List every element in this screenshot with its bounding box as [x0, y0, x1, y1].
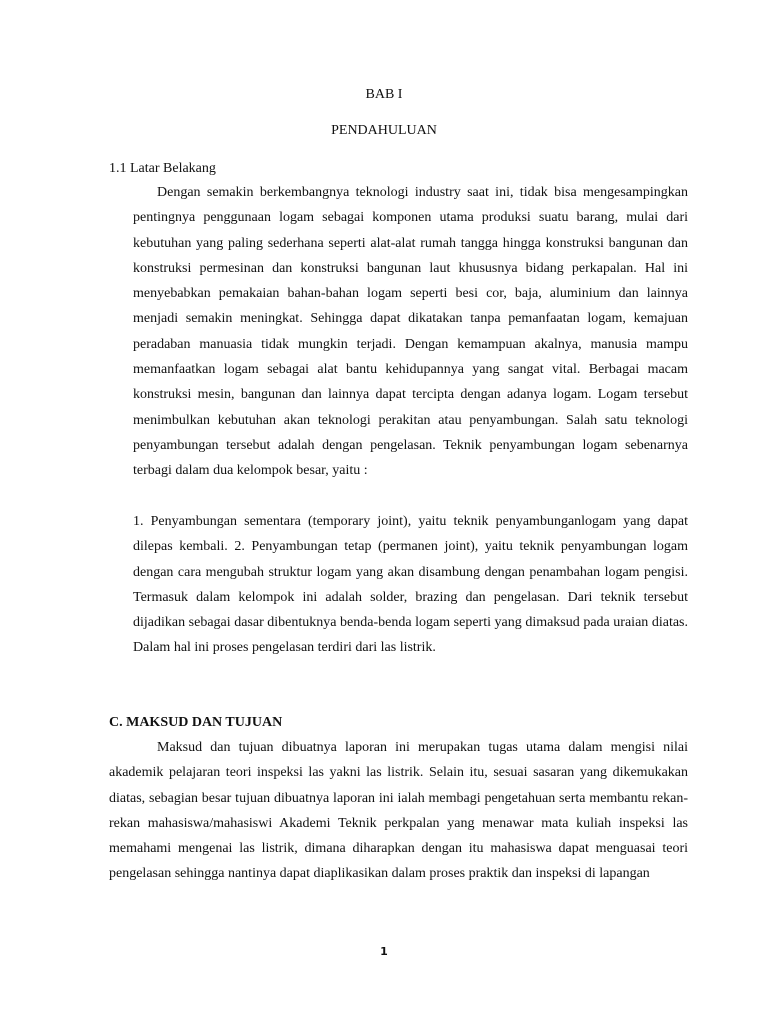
paragraph-latar-belakang: Dengan semakin berkembangnya teknologi industry saat ini, tidak bisa mengesampingkan pentingnya penggunaan logam sebagai komponen utama produksi suatu barang, mulai dari kebutuhan yang paling sederhana seperti alat-alat rumah tangga hingga konstruksi bangunan dan konstruksi permesinan dan konstruksi bangunan laut khususnya bidang perkapalan. Hal ini menyebabkan pemakaian bahan-bahan logam seperti besi cor, baja, aluminium dan lainnya menjadi semakin meningkat. Sehingga dapat dikatakan tanpa pemanfaatan logam, kemajuan peradaban manuasia tidak mungkin terjadi. Dengan kemampuan akalnya, manusia mampu memanfaatkan logam sebagai alat bantu kehidupannya yang sangat vital. Berbagai macam konstruksi mesin, bangunan dan lainnya dapat tercipta dengan adanya logam. Logam tersebut menimbulkan kebutuhan akan teknologi perakitan atau penyambungan. Salah satu teknologi penyambungan tersebut adalah dengan pengelasan. Teknik penyambungan logam sebenarnya terbagi dalam dua kelompok besar, yaitu :	[133, 185, 688, 479]
page-number: 1	[380, 945, 388, 958]
chapter-number: BAB I	[365, 87, 403, 102]
chapter-title: PENDAHULUAN	[331, 123, 437, 138]
paragraph-jenis-penyambungan: 1. Penyambungan sementara (temporary joint), yaitu teknik penyambunganlogam yang dapat dilepas kembali. 2. Penyambungan tetap (permanen joint), yaitu teknik penyambungan logam dengan cara mengubah struktur logam yang akan disambung dengan penambahan logam pengisi. Termasuk dalam kelompok ini adalah solder, brazing dan pengelasan. Dari teknik tersebut dijadikan sebagai dasar dibentuknya benda-benda logam seperti yang dimaksud pada uraian diatas. Dalam hal ini proses pengelasan terdiri dari las listrik.	[133, 514, 688, 656]
paragraph-maksud-tujuan: Maksud dan tujuan dibuatnya laporan ini merupakan tugas utama dalam mengisi nilai akademik pelajaran teori inspeksi las yakni las listrik. Selain itu, sesuai sasaran yang dikemukakan diatas, sebagian besar tujuan dibuatnya laporan ini ialah membagi pengetahuan serta membantu rekan-rekan mahasiswa/mahasiswi Akademi Teknik perkpalan yang menawar mata kuliah inspeksi las memahami mengenai las listrik, dimana diharapkan dengan itu mahasiswa dapat menguasai teori pengelasan sehingga nantinya dapat diaplikasikan dalam proses praktik dan inspeksi di lapangan	[109, 740, 688, 882]
section-heading-latar-belakang: 1.1 Latar Belakang	[109, 161, 216, 176]
section-heading-maksud-tujuan: C. MAKSUD DAN TUJUAN	[109, 715, 283, 730]
